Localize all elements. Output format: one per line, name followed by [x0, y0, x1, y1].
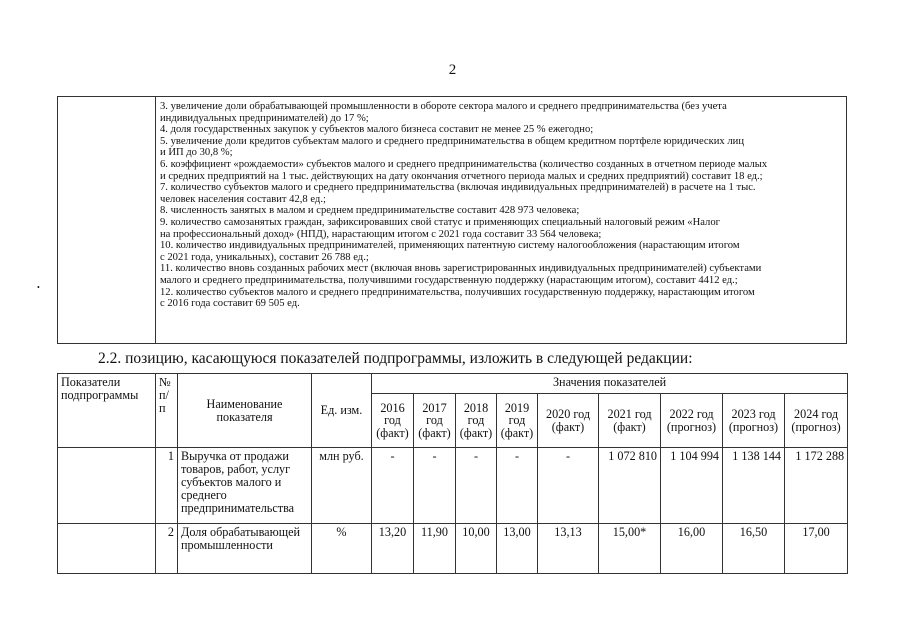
row-number: 1: [156, 448, 178, 524]
header-year: 2023 год (прогноз): [723, 394, 785, 448]
header-number: № п/п: [156, 374, 178, 448]
header-year: 2021 год (факт): [599, 394, 661, 448]
targets-line: 10. количество индивидуальных предпринимателей, применяющих патентную систему налогообложения (нарастающим итогом: [160, 240, 740, 252]
row-number: 2: [156, 524, 178, 574]
indicator-name: Выручка от продажи товаров, работ, услуг субъектов малого и среднего предпринимательства: [178, 448, 312, 524]
targets-list: [160, 101, 844, 310]
targets-line: индивидуальных предпринимателей) до 17 %;: [160, 112, 369, 124]
header-year: 2019 год (факт): [497, 394, 538, 448]
targets-line: и ИП до 30,8 %;: [160, 147, 233, 159]
targets-line: 8. численность занятых в малом и среднем предпринимательстве составит 428 973 человека;: [160, 205, 580, 217]
value-cell: 1 138 144: [723, 448, 785, 524]
targets-line: 6. коэффициент «рождаемости» субъектов малого и среднего предпринимательства (количество созданных в отчетном периоде малых: [160, 158, 768, 170]
header-year: 2017 год (факт): [414, 394, 456, 448]
continuation-table: [57, 96, 847, 344]
header-year: 2022 год (прогноз): [661, 394, 723, 448]
unit-cell: млн руб.: [312, 448, 372, 524]
value-cell: 13,13: [538, 524, 599, 574]
targets-line: 3. увеличение доли обрабатывающей промышленности в обороте сектора малого и среднего предпринимательства (без учета: [160, 101, 727, 112]
value-cell: 1 072 810: [599, 448, 661, 524]
value-cell: 17,00: [785, 524, 848, 574]
targets-line: 7. количество субъектов малого и среднего предпринимательства (включая индивидуальных предпринимателей) в расчете на 1 тыс.: [160, 182, 756, 194]
column-divider: [155, 97, 156, 343]
indicator-group-cell: [58, 524, 156, 574]
page-number: 2: [448, 62, 457, 78]
header-year: 2018 год (факт): [456, 394, 497, 448]
targets-line: на профессиональный доход» (НПД), нарастающим итогом с 2021 года составит 33 564 человека;: [160, 228, 602, 240]
targets-line: человек населения составит 42,8 ед.;: [160, 193, 326, 205]
value-cell: 16,50: [723, 524, 785, 574]
value-cell: -: [538, 448, 599, 524]
indicator-name: Доля обрабатывающей промышленности: [178, 524, 312, 574]
header-year: 2016 год (факт): [372, 394, 414, 448]
targets-line: 11. количество вновь созданных рабочих мест (включая вновь зарегистрированных индивидуальных предпринимателей) субъектами: [160, 263, 762, 275]
header-values: Значения показателей: [372, 374, 848, 394]
targets-line: 4. доля государственных закупок у субъектов малого бизнеса составит не менее 25 % ежегодно;: [160, 124, 594, 136]
value-cell: 13,00: [497, 524, 538, 574]
header-indicators: Показатели подпрограммы: [58, 374, 156, 448]
header-year: 2020 год (факт): [538, 394, 599, 448]
header-unit: Ед. изм.: [312, 374, 372, 448]
value-cell: -: [414, 448, 456, 524]
targets-line: 12. количество субъектов малого и среднего предпринимательства, получивших государственную поддержку, нарастающим итогом: [160, 286, 755, 298]
targets-line: малого и среднего предпринимательства, получившими государственную поддержку (нарастающим итогом), составит 4412 ед.;: [160, 274, 738, 286]
table-row: [58, 524, 848, 574]
targets-line: 5. увеличение доли кредитов субъектам малого и среднего предпринимательства в общем кредитном портфеле юридических лиц: [160, 135, 744, 147]
header-name: Наименование показателя: [178, 374, 312, 448]
value-cell: 16,00: [661, 524, 723, 574]
value-cell: 10,00: [456, 524, 497, 574]
table-row: [58, 448, 848, 524]
margin-dot: •: [37, 283, 40, 292]
unit-cell: %: [312, 524, 372, 574]
header-year: 2024 год (прогноз): [785, 394, 848, 448]
value-cell: 11,90: [414, 524, 456, 574]
indicators-table: [57, 373, 848, 574]
value-cell: -: [372, 448, 414, 524]
targets-line: с 2016 года составит 69 505 ед.: [160, 298, 300, 310]
targets-line: 9. количество самозанятых граждан, зафиксировавших свой статус и применяющих специальный налоговый режим «Налог: [160, 216, 720, 228]
targets-line: с 2021 года, уникальных), составит 26 788 ед.;: [160, 251, 369, 263]
value-cell: 1 172 288: [785, 448, 848, 524]
value-cell: -: [497, 448, 538, 524]
section-heading: 2.2. позицию, касающуюся показателей подпрограммы, изложить в следующей редакции:: [98, 350, 693, 367]
value-cell: 15,00*: [599, 524, 661, 574]
value-cell: 13,20: [372, 524, 414, 574]
targets-line: и средних предприятий на 1 тыс. действующих на дату окончания отчетного периода малых и средних предприятий) составит 18 ед.;: [160, 170, 763, 182]
value-cell: 1 104 994: [661, 448, 723, 524]
indicator-group-cell: [58, 448, 156, 524]
value-cell: -: [456, 448, 497, 524]
